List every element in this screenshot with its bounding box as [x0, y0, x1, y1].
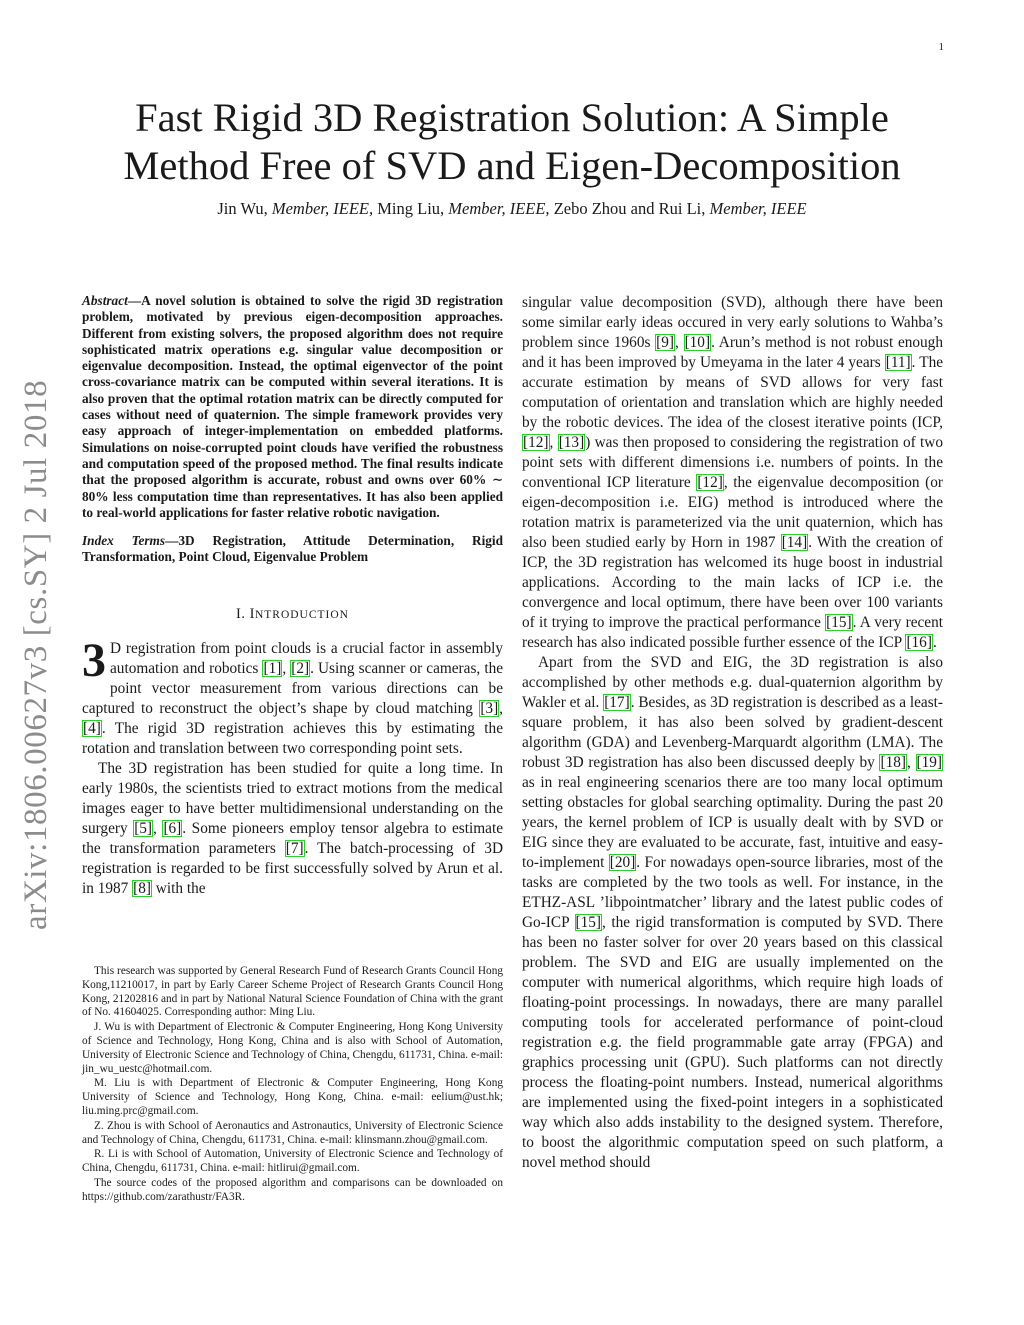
citation-link[interactable]: [8]: [133, 879, 151, 897]
index-terms-text: —3D Registration, Attitude Determination, Rigid Transformation, Point Cloud, Eigenvalue Problem: [82, 533, 504, 565]
citation-link[interactable]: [20]: [609, 854, 636, 871]
author-membership: Member, IEEE,: [271, 199, 374, 218]
citation-link[interactable]: [14]: [781, 534, 808, 551]
footnote-source-code: The source codes of the proposed algorithm and comparisons can be downloaded on https://github.com/zarathustr/FA3R.: [82, 1176, 503, 1203]
intro-paragraph-1: 3 D registration from point clouds is a crucial factor in assembly automation and robotics [1], [2]. Using scanner or cameras, the point vector measurement from various directions can be captured to reconstruct the object’s shape by cloud matching [3], [4]. The rigid 3D registration achieves this by estimating the rotation and translation between two corresponding point sets.: [82, 633, 504, 757]
section-heading-introduction: I. INTRODUCTION: [236, 605, 349, 622]
citation-link[interactable]: [10]: [684, 334, 711, 351]
author-line: [60, 199, 964, 219]
citation-link[interactable]: [12]: [523, 434, 549, 451]
citation-link[interactable]: [9]: [656, 334, 674, 351]
footnote-author-li: R. Li is with School of Automation, University of Electronic Science and Technology of China, Chengdu, 611731, China. e-mail: hitlirui@gmail.com.: [82, 1148, 503, 1175]
citation-link[interactable]: [17]: [604, 694, 630, 711]
footnotes: [82, 965, 503, 1206]
footnote-funding: This research was supported by General Research Fund of Research Grants Council Hong Kong,11210017, in part by Early Career Scheme Project of Research Grants Council Hong Kong, 21202816 and in part by National Natural Science Foundation of China with the grant of No. 41604025. Corresponding author: Ming Liu.: [82, 965, 503, 1019]
arxiv-stamp: arXiv:1806.00627v3 [cs.SY] 2 Jul 2018: [18, 379, 54, 930]
author-ming-liu: Ming Liu,: [373, 199, 449, 218]
citation-link[interactable]: [6]: [163, 819, 182, 837]
footnote-author-liu: M. Liu is with Department of Electronic & Computer Engineering, Hong Kong University of Science and Technology, Hong Kong, China. e-mail: eelium@ust.hk; liu.ming.prc@gmail.com.: [82, 1077, 503, 1117]
right-paragraph-1: singular value decomposition (SVD), although there have been some similar early ideas occured in very early solutions to Wahba’s problem since 1960s [9], [10]. Arun’s method is not robust enough and it has been improved by Umeyama in the later 4 years [11]. The accurate estimation by means of SVD allows for very fast computation of orientation and translation which are highly needed by the robotic devices. The idea of the closest iterative points (ICP, [12], [13]) was then proposed to considering the registration of two point sets with different dimensions i.e. numbers of points. In the conventional ICP literature [12], the eigenvalue decomposition (or eigen-decomposition i.e. EIG) method is introduced where the rotation matrix is parameterized via the unit quaternion, which has also been studied early by Horn in 1987 [14]. With the creation of ICP, the 3D registration has welcomed its huge boost in industrial applications. According to the main lacks of ICP i.e. the convergence and local optimum, there have been over 100 variants of it trying to improve the practical performance [15]. A very recent research has also indicated possible further essence of the ICP [16].: [522, 294, 944, 651]
citation-link[interactable]: [4]: [83, 719, 101, 737]
right-paragraph-2: Apart from the SVD and EIG, the 3D registration is also accomplished by other methods e.g. dual-quaternion algorithm by Wakler et al. [17]. Besides, as 3D registration is described as a least-square problem, it has also been solved by gradient-descent algorithm (GDA) and Levenberg-Marquardt algorithm (LMA). The robust 3D registration has also been discussed deeply by [18], [19] as in real engineering scenarios there are too many local optimum setting obstacles for global searching optimality. During the past 20 years, the kernel problem of ICP is usually dealt with by SVD or EIG since they are evaluated to be accurate, fast, intuitive and easy-to-implement [20]. For nowadays open-source libraries, most of the tasks are completed by the two tools as well. For instance, in the ETHZ-ASL ’libpointmatcher’ library and the latest public codes of Go-ICP [15], the rigid transformation is computed by SVD. There has been no faster solver for over 20 years based on this classical problem. The SVD and EIG are usually implemented on the computer with numerical algorithms, which require high loads of floating-point processings. In nowadays, there are many parallel computing tools for accelerated performance of point-cloud registration e.g. the field programmable gate array (FPGA) and graphics processing unit (GPU). Such platforms can not directly process the floating-point numbers. Instead, numerical algorithms are implemented using the fixed-point integers in a sophisticated way which also adds instability to the designed system. Therefore, to boost the algorithmic computation speed on such platform, a novel method should: [522, 654, 944, 1171]
paper-title: [60, 94, 964, 190]
author-jin-wu: Jin Wu,: [217, 199, 272, 218]
citation-link[interactable]: [11]: [885, 354, 911, 371]
citation-link[interactable]: [3]: [480, 699, 499, 717]
left-column: [82, 293, 503, 899]
citation-link[interactable]: [18]: [880, 754, 906, 771]
footnote-author-zhou: Z. Zhou is with School of Aeronautics and Astronautics, University of Electronic Science and Technology of China, Chengdu, 611731, China. e-mail: klinsmann.zhou@gmail.com.: [82, 1119, 503, 1146]
citation-link[interactable]: [12]: [697, 474, 723, 491]
citation-link[interactable]: [19]: [916, 754, 942, 771]
title-line-2: Method Free of SVD and Eigen-Decomposition: [123, 143, 901, 188]
abstract: [82, 293, 503, 521]
intro-paragraph-2: The 3D registration has been studied for quite a long time. In early 1980s, the scientists tried to extract motions from the medical images eager to have better multidimensional understanding on the surgery [5], [6]. Some pioneers employ tensor algebra to estimate the transformation parameters [7]. The batch-processing of 3D registration is regarded to be first successfully solved by Arun et al. in 1987 [8] with the: [82, 759, 503, 897]
abstract-label: Abstract: [82, 293, 128, 308]
author-membership: Member, IEEE,: [448, 199, 550, 218]
author-membership: Member, IEEE: [709, 199, 807, 218]
footnote-author-wu: J. Wu is with Department of Electronic & Computer Engineering, Hong Kong University of Science and Technology, Hong Kong, China and is also with School of Automation, University of Electronic Science and Technology of China, Chengdu, 611731, China. e-mail: jin_wu_uestc@hotmail.com.: [82, 1021, 503, 1075]
citation-link[interactable]: [5]: [134, 819, 153, 837]
author-zhou-li: Zebo Zhou and Rui Li,: [549, 199, 710, 218]
citation-link[interactable]: [7]: [285, 839, 304, 857]
citation-link[interactable]: [1]: [263, 659, 282, 677]
title-line-1: Fast Rigid 3D Registration Solution: A Simple: [135, 95, 889, 140]
citation-link[interactable]: [15]: [826, 614, 852, 631]
right-column: [522, 293, 943, 1173]
citation-link[interactable]: [2]: [291, 659, 310, 677]
index-terms: [82, 533, 503, 566]
abstract-text: —A novel solution is obtained to solve the rigid 3D registration problem, motivated by previous eigen-decomposition approaches. Different from existing solvers, the proposed algorithm does not require sophisticated matrix operations e.g. singular value decomposition or eigenvalue decomposition. Instead, the optimal eigenvector of the point cross-covariance matrix can be computed within several iterations. It is also proven that the optimal rotation matrix can be directly computed for cases without need of quaternion. The simple framework provides very easy approach of integer-implementation on embedded platforms. Simulations on noise-corrupted point clouds have verified the robustness and computation speed of the proposed method. The final results indicate that the proposed algorithm is accurate, robust and owns over 60% ∼ 80% less computation time than representatives. It has also been applied to real-world applications for faster relative robotic navigation.: [82, 293, 503, 520]
drop-cap: 3: [82, 633, 106, 687]
citation-link[interactable]: [13]: [558, 434, 585, 451]
citation-link[interactable]: [15]: [575, 914, 602, 931]
index-terms-label: Index Terms: [82, 533, 166, 549]
citation-link[interactable]: [16]: [906, 634, 932, 651]
page-number: 1: [938, 41, 944, 53]
